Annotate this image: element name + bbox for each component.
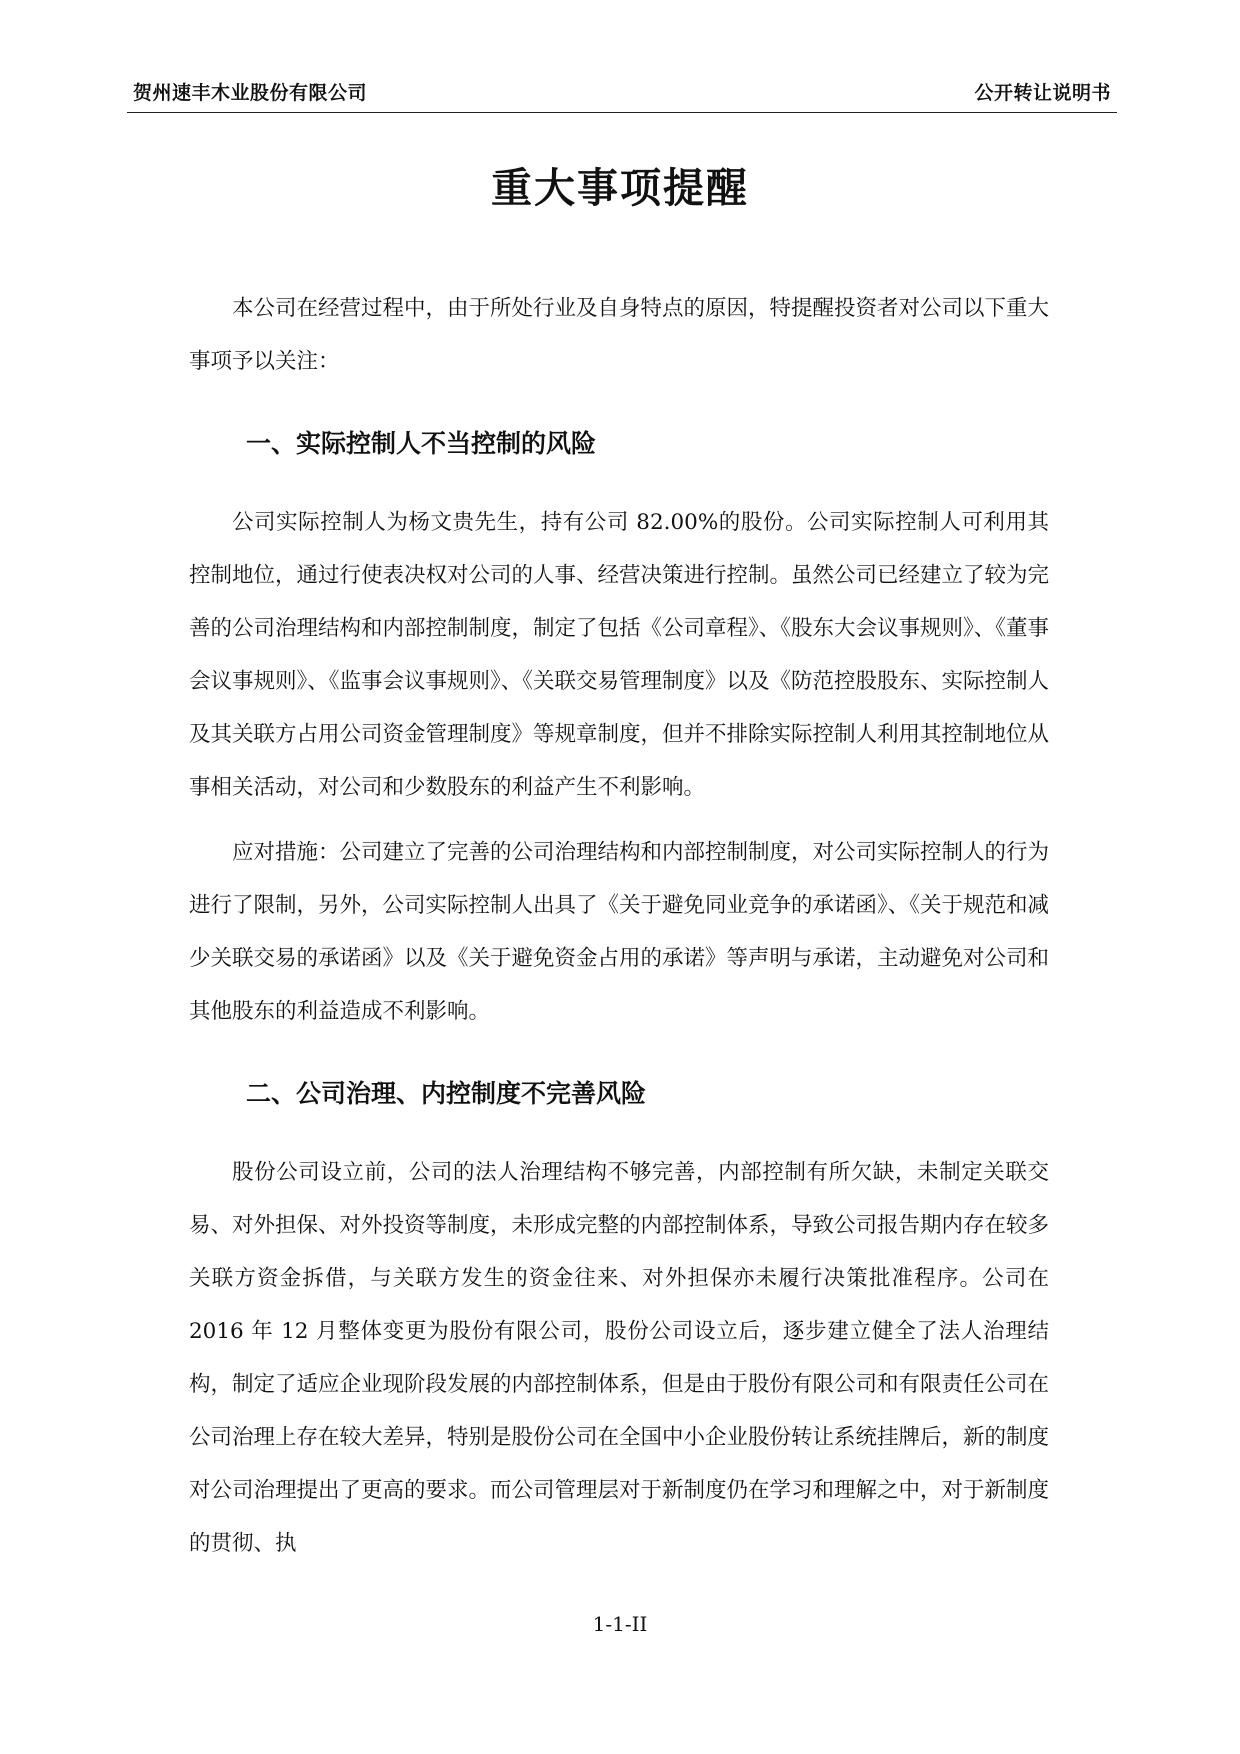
page-number: 1-1-II (592, 1612, 648, 1636)
section-2-heading: 二、公司治理、内控制度不完善风险 (246, 1079, 647, 1108)
section-1-paragraph-2: 应对措施：公司建立了完善的公司治理结构和内部控制制度，对公司实际控制人的行为进行了限制，另外，公司实际控制人出具了《关于避免同业竞争的承诺函》、《关于规范和减少关联交易的承诺函》以及《关于避免资金占用的承诺》等声明与承诺，主动避免对公司和其他股东的利益造成不利影响。 (189, 840, 1050, 1024)
page-header (127, 70, 1117, 113)
intro-paragraph: 本公司在经营过程中，由于所处行业及自身特点的原因，特提醒投资者对公司以下重大事项予以关注： (189, 296, 1050, 374)
page-title: 重大事项提醒 (491, 164, 749, 212)
document-body (189, 282, 1049, 1570)
header-document-type: 公开转让说明书 (974, 82, 1111, 104)
section-1-heading: 一、实际控制人不当控制的风险 (246, 429, 597, 458)
section-1-paragraph-1: 公司实际控制人为杨文贵先生，持有公司 82.00%的股份。公司实际控制人可利用其控制地位，通过行使表决权对公司的人事、经营决策进行控制。虽然公司已经建立了较为完善的公司治理结构和内部控制制度，制定了包括《公司章程》、《股东大会议事规则》、《董事会议事规则》、《监事会议事规则》、《关联交易管理制度》以及《防范控股股东、实际控制人及其关联方占用公司资金管理制度》等规章制度，但并不排除实际控制人利用其控制地位从事相关活动，对公司和少数股东的利益产生不利影响。 (189, 510, 1050, 800)
header-company-name: 贺州速丰木业股份有限公司 (133, 82, 368, 104)
section-2-paragraph-1: 股份公司设立前，公司的法人治理结构不够完善，内部控制有所欠缺，未制定关联交易、对外担保、对外投资等制度，未形成完整的内部控制体系，导致公司报告期内存在较多关联方资金拆借，与关联方发生的资金往来、对外担保亦未履行决策批准程序。公司在 2016 年 12 月整体变更为股份有限公司，股份公司设立后，逐步建立健全了法人治理结构，制定了适应企业现阶段发展的内部控制体系，但是由于股份有限公司和有限责任公司在公司治理上存在较大差异，特别是股份公司在全国中小企业股份转让系统挂牌后，新的制度对公司治理提出了更高的要求。而公司管理层对于新制度仍在学习和理解之中，对于新制度的贯彻、执 (189, 1160, 1050, 1556)
